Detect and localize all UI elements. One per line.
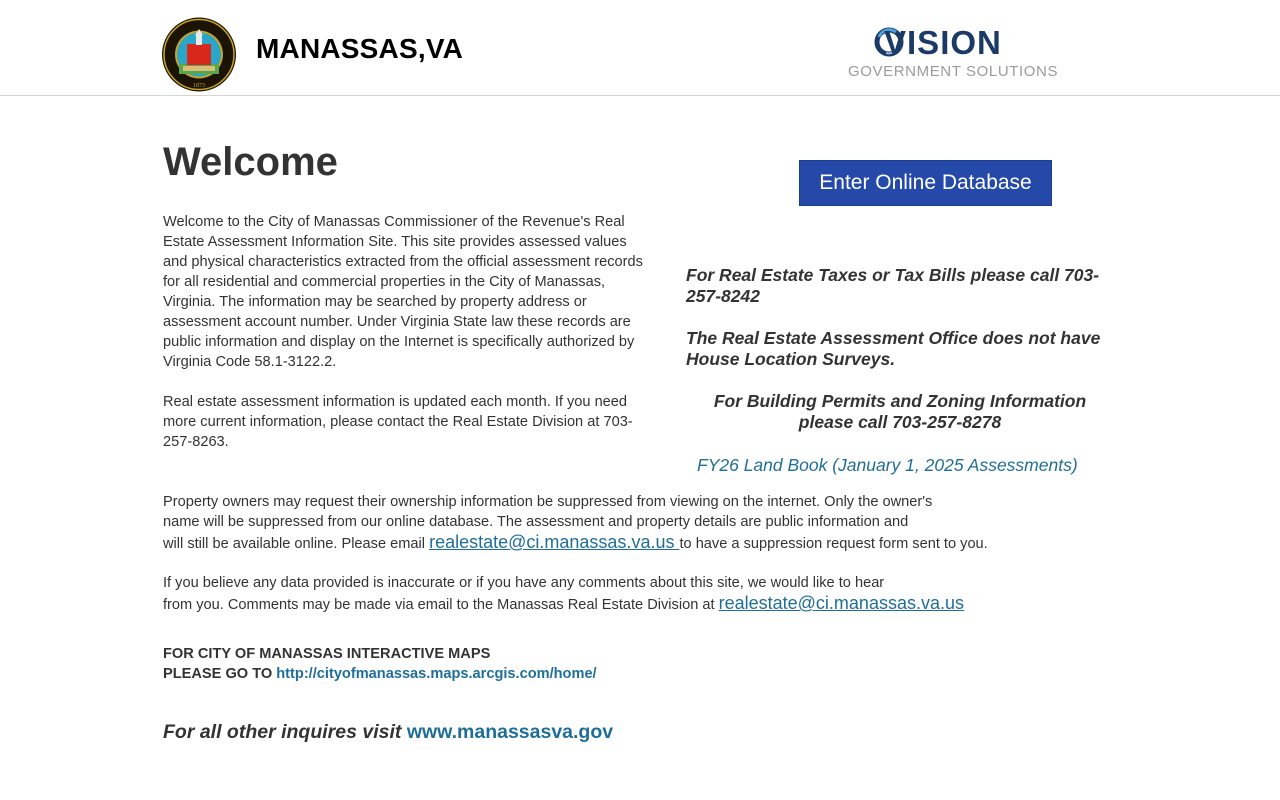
maps-line-2-prefix: PLEASE GO TO <box>163 666 277 682</box>
interactive-maps-block <box>163 644 597 684</box>
suppress-line-3-before: will still be available online. Please email <box>163 536 430 552</box>
comments-email-link[interactable]: realestate@ci.manassas.va.us <box>718 593 964 613</box>
other-inquiries <box>163 721 613 744</box>
intro-paragraph: Real estate assessment information is updated each month. If you need more current information, please contact the Real Estate Division at 703-257-8263. <box>163 394 633 450</box>
enter-online-database-button[interactable]: Enter Online Database <box>799 160 1052 206</box>
suppression-email-link[interactable]: realestate@ci.manassas.va.us <box>429 532 680 552</box>
city-seal-icon <box>161 16 237 93</box>
page-title: Welcome <box>163 140 338 184</box>
permits-zoning-notice: For Building Permits and Zoning Information please call 703-257-8278 <box>713 391 1087 432</box>
tax-bills-notice: For Real Estate Taxes or Tax Bills please call 703-257-8242 <box>686 265 1100 306</box>
suppress-line-2: name will be suppressed from our online database. The assessment and property details are public information and <box>163 514 909 530</box>
site-header <box>0 0 1280 96</box>
intro-text <box>163 212 643 472</box>
site-title: MANASSAS,VA <box>256 33 464 64</box>
suppress-line-3-after: to have a suppression request form sent to you. <box>679 536 988 552</box>
house-surveys-notice: The Real Estate Assessment Office does not have House Location Surveys. <box>686 328 1101 369</box>
vision-logo <box>848 24 1059 82</box>
comments-paragraph <box>163 573 1043 615</box>
maps-line-1: FOR CITY OF MANASSAS INTERACTIVE MAPS <box>163 646 491 662</box>
comments-line-2: from you. Comments may be made via email to the Manassas Real Estate Division at <box>163 597 719 613</box>
manassasva-gov-link[interactable]: www.manassasva.gov <box>406 721 614 743</box>
comments-line-1: If you believe any data provided is inaccurate or if you have any comments about this site, we would like to hear <box>163 575 885 591</box>
suppression-paragraph <box>163 492 1043 554</box>
vision-subtitle: GOVERNMENT SOLUTIONS <box>848 63 1059 80</box>
land-book-link[interactable]: FY26 Land Book (January 1, 2025 Assessments) <box>697 455 1078 475</box>
other-inquiries-prefix: For all other inquires visit <box>163 721 407 743</box>
svg-text:1873: 1873 <box>193 83 205 89</box>
intro-paragraph: Welcome to the City of Manassas Commissioner of the Revenue's Real Estate Assessment Information Site. This site provides assessed values and physical characteristics extracted from the official assessment records for all residential and commercial properties in the City of Manassas, Virginia. The information may be searched by property address or assessment account number. Under Virginia State law these records are public information and display on the Internet is specifically authorized by Virginia Code 58.1-3122.2. <box>163 214 643 370</box>
vision-wordmark: VISION <box>884 24 1002 61</box>
arcgis-maps-link[interactable]: http://cityofmanassas.maps.arcgis.com/home/ <box>276 666 597 682</box>
suppress-line-1: Property owners may request their ownership information be suppressed from viewing on the internet. Only the owner's <box>163 494 933 510</box>
